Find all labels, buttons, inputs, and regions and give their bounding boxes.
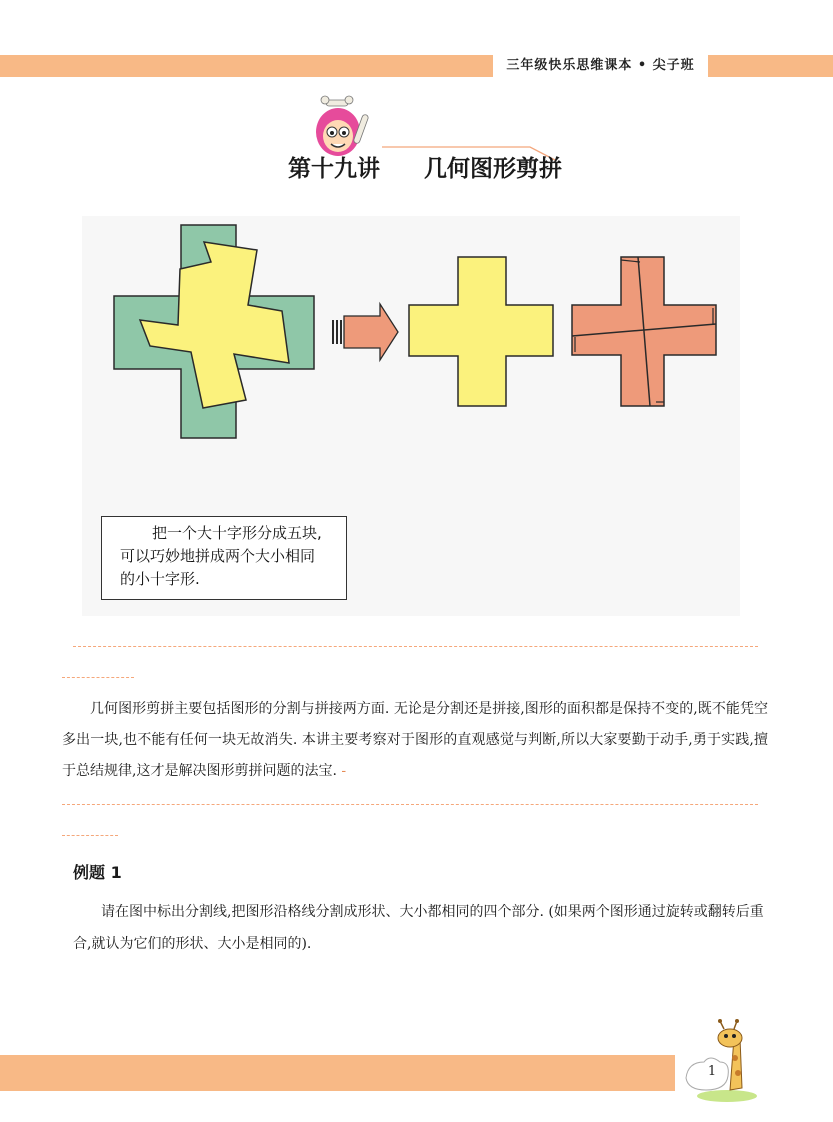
divider-dashed (73, 646, 758, 647)
figure-caption (101, 516, 347, 600)
arrow-icon (332, 304, 398, 360)
example-body: 请在图中标出分割线,把图形沿格线分割成形状、大小都相同的四个部分. (如果两个图形通过旋转或翻转后重合,就认为它们的形状、大小是相同的). (73, 904, 764, 952)
lesson-name: 几何图形剪拼 (424, 156, 562, 182)
divider-dashed (62, 677, 134, 678)
book-title: 三年级快乐思维课本 • 尖子班 (506, 58, 695, 73)
small-yellow-cross (409, 257, 553, 406)
divider-dashed (62, 804, 758, 805)
salmon-cross-pieces (572, 257, 716, 406)
lesson-title (288, 150, 562, 186)
intro-paragraph (62, 694, 768, 787)
lesson-number: 第十九讲 (288, 156, 380, 182)
intro-text: 几何图形剪拼主要包括图形的分割与拼接两方面. 无论是分割还是拼接,图形的面积都是保持不变的,既不能凭空多出一块,也不能有任何一块无故消失. 本讲主要考察对于图形的直观感觉与判断,所以大家要勤于动手,勇于实践,擅于总结规律,这才是解决图形剪拼问题的法宝. (62, 701, 768, 779)
header-band-left (0, 55, 493, 77)
divider-dashed (62, 835, 118, 836)
caption-line-3: 的小十字形. (120, 570, 200, 588)
caption-line-1: 把一个大十字形分成五块, (152, 524, 322, 542)
page-number: 1 (707, 1064, 717, 1079)
tilted-yellow-cross (140, 242, 289, 408)
example-heading: 例题 1 (73, 863, 122, 882)
footer-band (0, 1055, 675, 1091)
intro-tail: - (341, 763, 347, 779)
giraffe-mascot-icon (682, 1018, 772, 1108)
caption-line-2: 可以巧妙地拼成两个大小相同 (120, 547, 316, 565)
header-band-right (708, 55, 833, 77)
